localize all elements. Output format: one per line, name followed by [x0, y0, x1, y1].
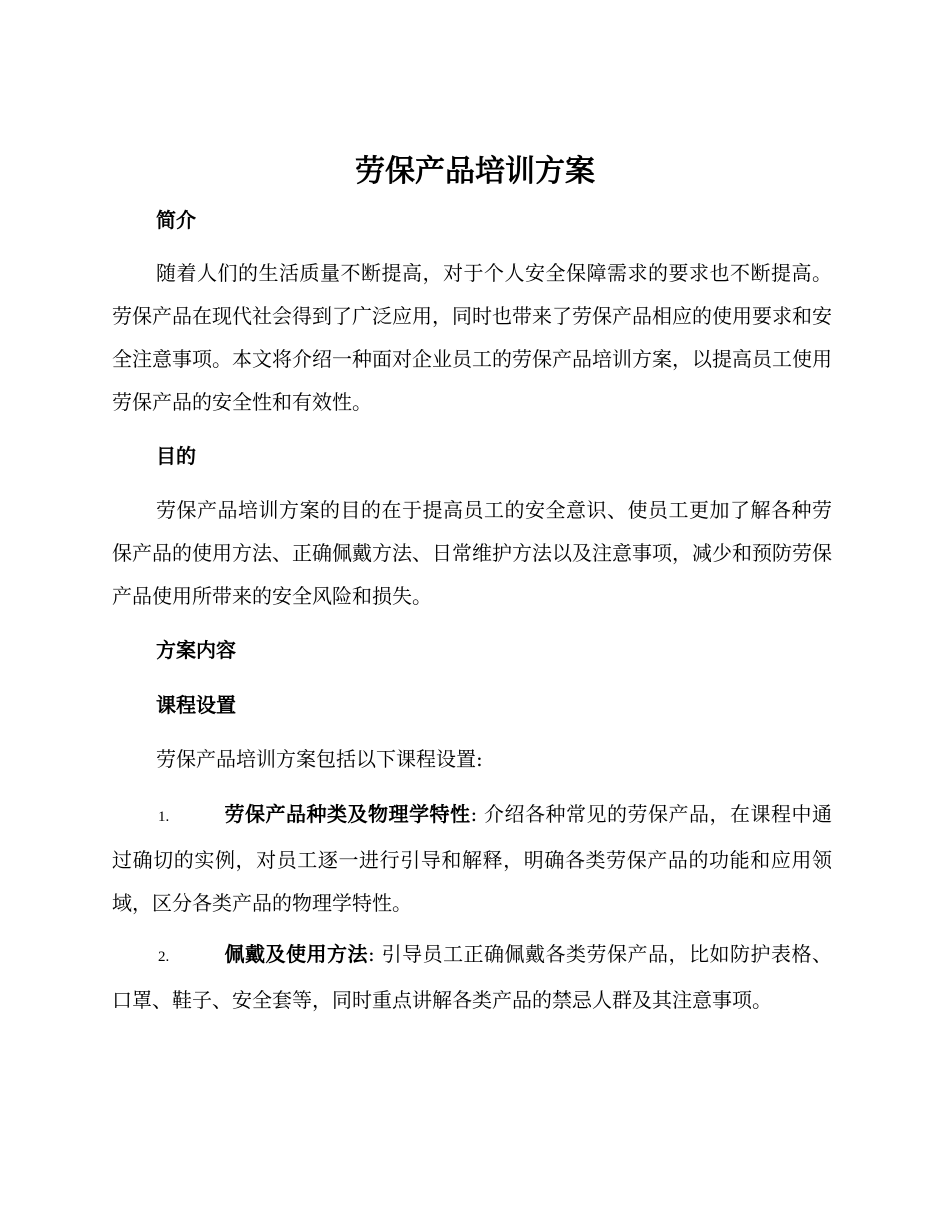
heading-courses: 课程设置 — [156, 693, 236, 717]
list-item-number: 2. — [158, 949, 170, 965]
paragraph-courses-intro: 劳保产品培训方案包括以下课程设置: — [156, 747, 483, 771]
list-item-number: 1. — [158, 809, 170, 825]
paragraph-intro: 随着人们的生活质量不断提高，对于个人安全保障需求的要求也不断提高。劳保产品在现代社会得到了广泛应用，同时也带来了劳保产品相应的使用要求和安全注意事项。本文将介绍一种面对企业员工的劳保产品培训方案，以提高员工使用劳保产品的安全性和有效性。 — [112, 261, 832, 414]
list-item-term: 佩戴及使用方法 — [224, 942, 368, 966]
list-item-text: : 引导员工正确佩戴各类劳保产品，比如防护表格、口罩、鞋子、安全套等，同时重点讲解各类产品的禁忌人群及其注意事项。 — [112, 942, 832, 1012]
heading-content: 方案内容 — [156, 638, 236, 662]
list-item-text: : 介绍各种常见的劳保产品，在课程中通过确切的实例，对员工逐一进行引导和解释，明确各类劳保产品的功能和应用领域，区分各类产品的物理学特性。 — [112, 802, 832, 915]
list-item — [112, 933, 832, 1022]
list-item — [112, 793, 832, 925]
heading-purpose: 目的 — [156, 444, 196, 468]
paragraph-purpose: 劳保产品培训方案的目的在于提高员工的安全意识、使员工更加了解各种劳保产品的使用方法、正确佩戴方法、日常维护方法以及注意事项，减少和预防劳保产品使用所带来的安全风险和损失。 — [112, 498, 832, 608]
document-title: 劳保产品培训方案 — [355, 154, 595, 189]
list-item-term: 劳保产品种类及物理学特性 — [224, 802, 471, 826]
heading-intro: 简介 — [156, 208, 196, 232]
